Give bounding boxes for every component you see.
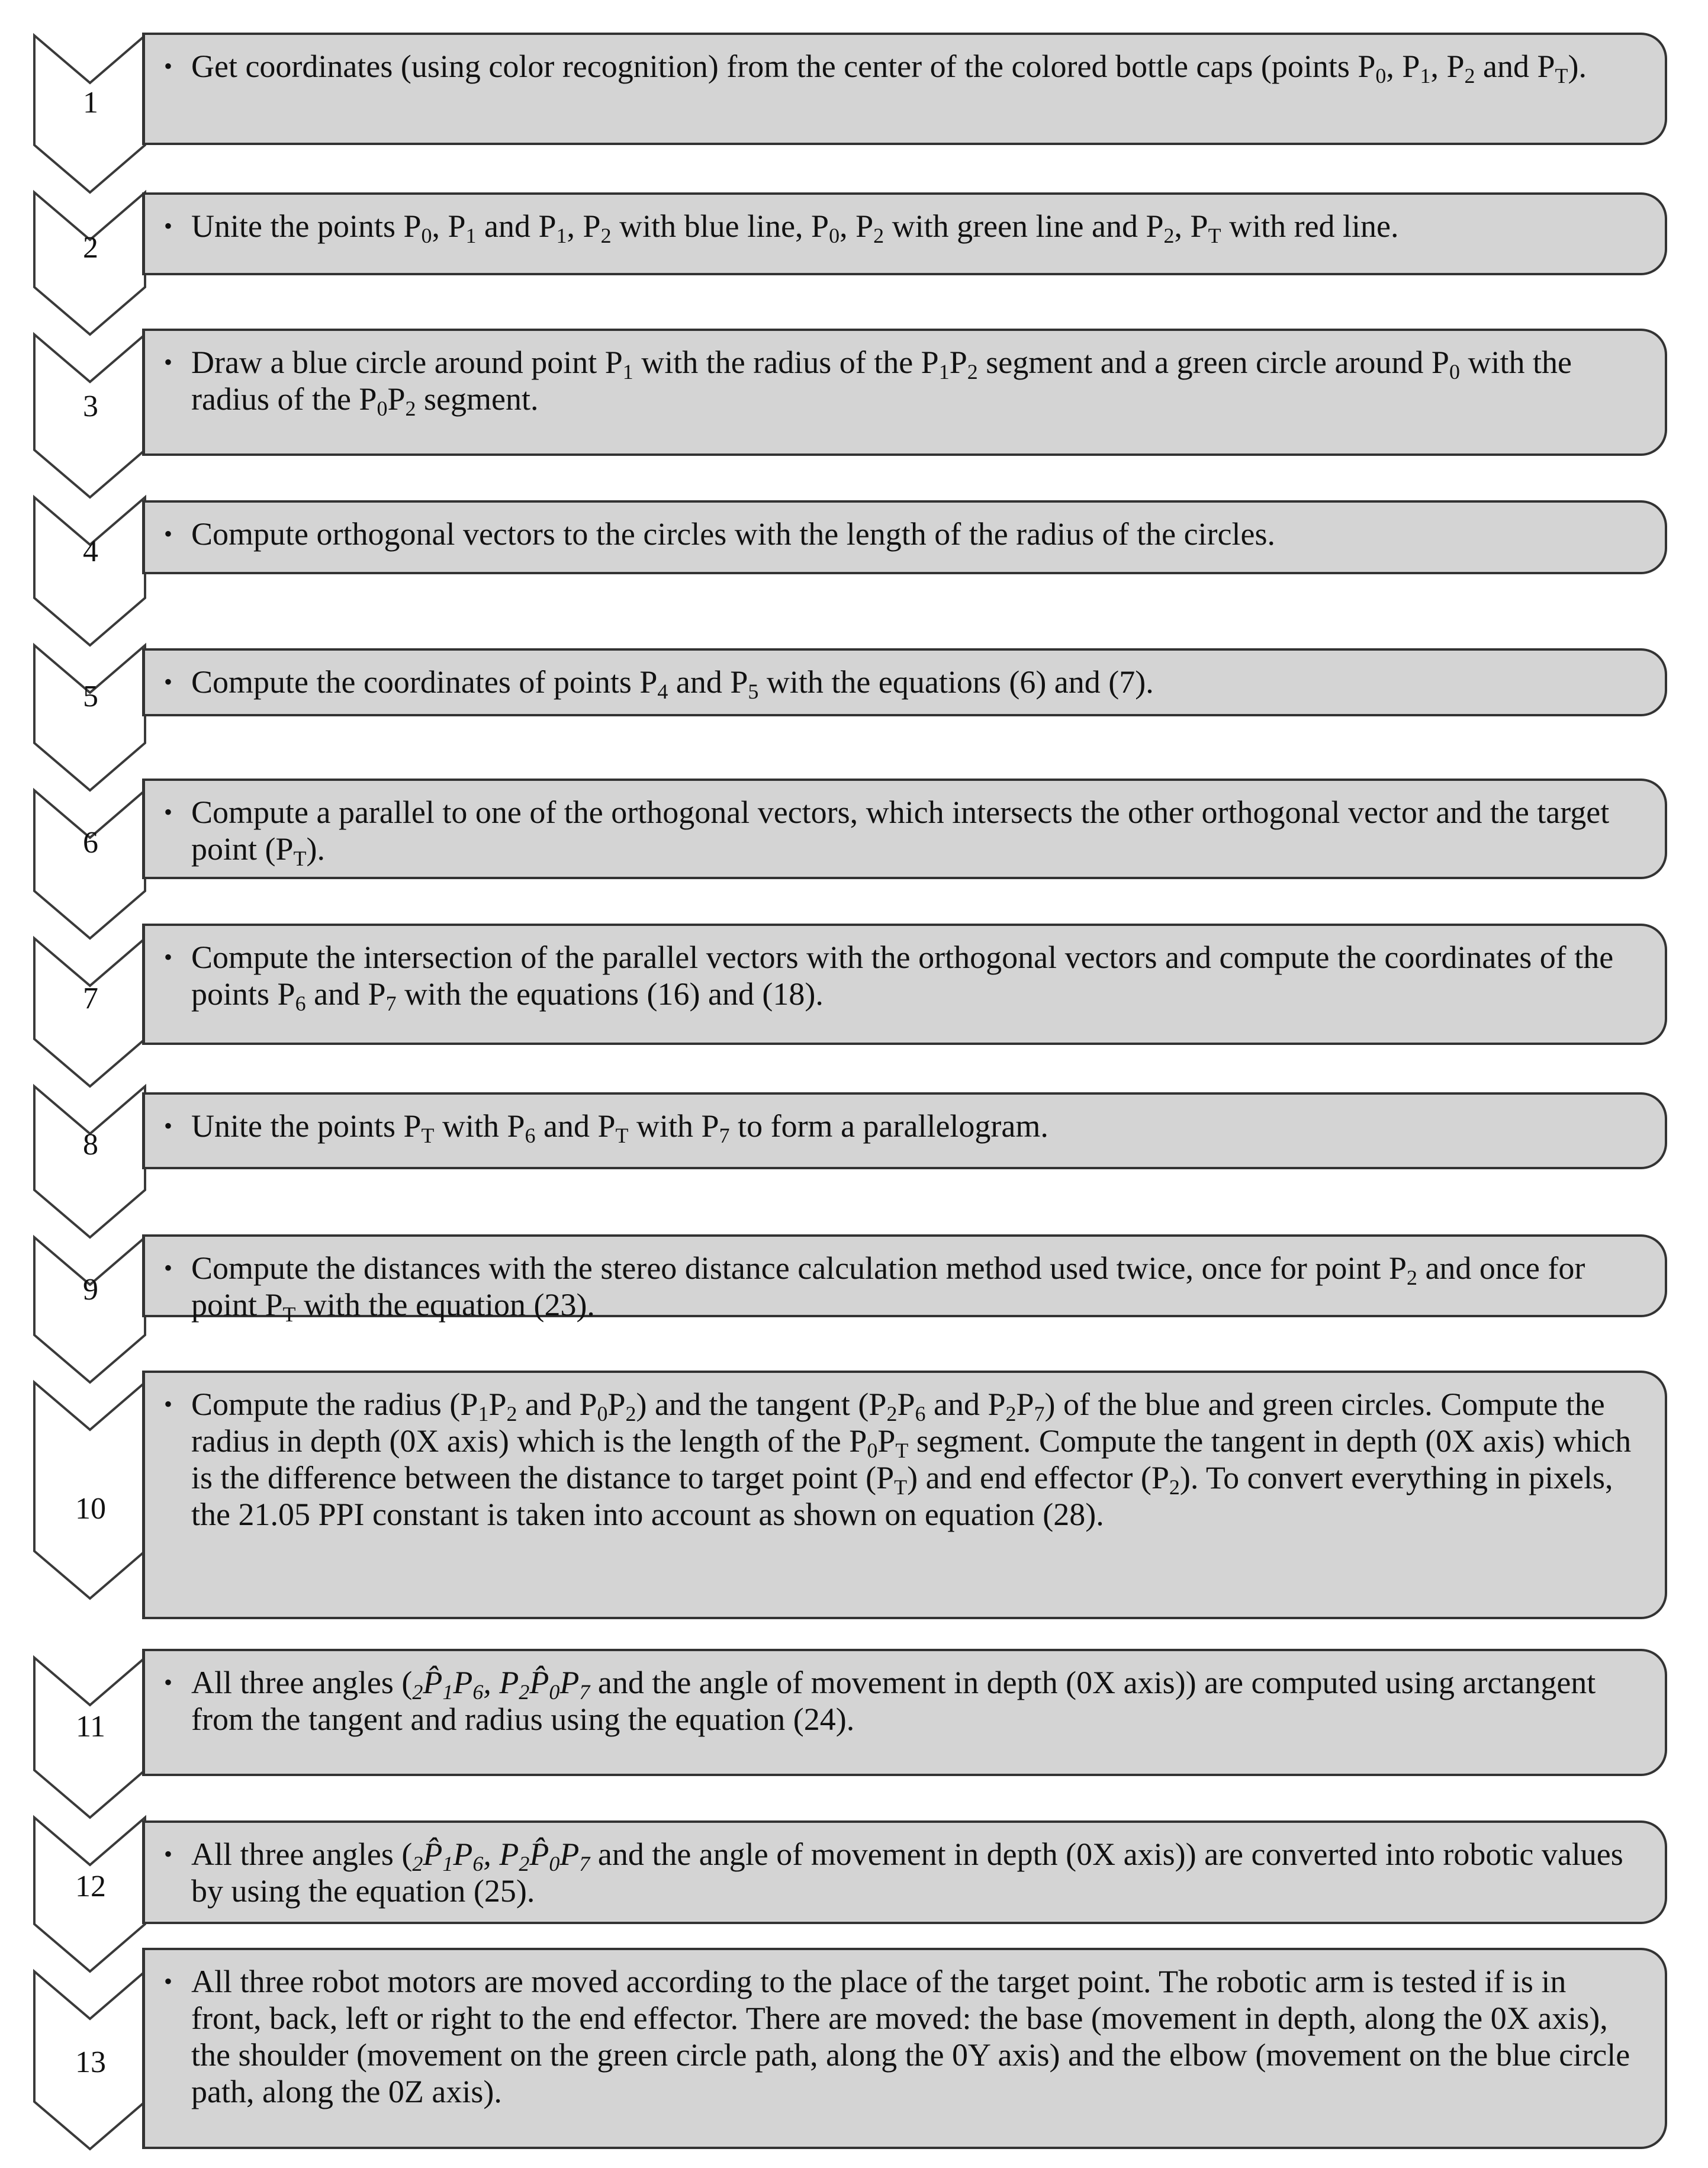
bullet-icon: • — [164, 799, 173, 825]
bullet-icon: • — [164, 1391, 173, 1417]
step-number-2: 2 — [83, 231, 98, 265]
step-number-5: 5 — [83, 679, 98, 713]
step-box-4 — [142, 500, 1667, 574]
chevron-step-6 — [34, 790, 145, 938]
step-text-5: Compute the coordinates of points $P_4$ and $P_5$ with the equations (6) and (7). — [191, 664, 1154, 703]
step-number-1: 1 — [83, 86, 98, 120]
step-text-1: Get coordinates (using color recognition) from the center of the colored bottle caps (points $P_0$, $P_1$, $P_2$ and $P_T$). — [191, 49, 1587, 88]
step-number-13: 13 — [75, 2045, 106, 2079]
step-text-10: Compute the radius ($P_1P_2$ and $P_0P_2$) and the tangent ($P_2P_6$ and $P_2P_7$) of the blue and green circles. Compute the radius in depth (0X axis) which is the length of the $P_0P_T$ segment. Compute the tangent in depth (0X axis) which is the difference between the distance to target point $(P_T)$ and end effector $(P_2)$. To convert everything in pixels, the 21.05 PPI constant is taken into account as shown on equation (28). — [191, 1387, 1632, 1532]
step-text-2: Unite the points $P_0$, $P_1$ and $P_1$, $P_2$ with blue line, $P_0$, $P_2$ with green line and $P_2$, $P_T$ with red line. — [191, 208, 1399, 247]
step-number-10: 10 — [75, 1492, 106, 1526]
bullet-icon: • — [164, 213, 173, 239]
step-number-8: 8 — [83, 1128, 98, 1162]
bullet-icon: • — [164, 944, 173, 970]
bullet-icon: • — [164, 1669, 173, 1696]
bullet-icon: • — [164, 1112, 173, 1139]
step-number-3: 3 — [83, 389, 98, 423]
step-text-9: Compute the distances with the stereo distance calculation method used twice, once for point $P_2$ and once for point $P_T$ with the equation (23). — [191, 1250, 1585, 1326]
step-box-8 — [142, 1092, 1667, 1169]
chevron-step-9 — [34, 1237, 145, 1382]
step-number-9: 9 — [83, 1273, 98, 1307]
chevron-step-10 — [34, 1382, 145, 1598]
step-number-4: 4 — [83, 534, 98, 568]
step-box-7 — [142, 924, 1667, 1045]
step-box-11 — [142, 1649, 1667, 1776]
bullet-icon: • — [164, 1968, 173, 1995]
step-text-13: All three robot motors are moved according to the place of the target point. The robotic arm is tested if is in front, back, left or right to the end effector. There are moved: the base (movement in depth, along the 0X axis), the shoulder (movement on the green circle path, along the 0Y axis) and the elbow (movement on the blue circle path, along the 0Z axis). — [191, 1964, 1630, 2109]
step-text-8: Unite the points $P_T$ with $P_6$ and $P_T$ with $P_7$ to form a parallelogram. — [191, 1108, 1048, 1147]
step-box-3 — [142, 329, 1667, 456]
step-box-2 — [142, 192, 1667, 275]
step-box-12 — [142, 1820, 1667, 1924]
chevron-step-5 — [34, 645, 145, 790]
step-text-4: Compute orthogonal vectors to the circles with the length of the radius of the circles. — [191, 516, 1275, 552]
bullet-icon: • — [164, 1255, 173, 1281]
step-box-9 — [142, 1234, 1667, 1326]
step-text-3: Draw a blue circle around point $P_1$ with the radius of the $P_1P_2$ segment and a green circle around $P_0$ with the radius of the $P_0P_2$ segment. — [191, 345, 1572, 420]
step-text-11: All three angles ($_2P̂_1P_6$, $P_2P̂_0P_7$ and the angle of movement in depth (0X axis)) are computed using arctangent from the tangent and radius using the equation (24). — [191, 1665, 1596, 1737]
bullet-icon: • — [164, 349, 173, 375]
bullet-icon: • — [164, 520, 173, 547]
step-text-7: Compute the intersection of the parallel vectors with the orthogonal vectors and compute the coordinates of the points $P_6$ and $P_7$ with the equations (16) and (18). — [191, 940, 1614, 1015]
step-box-6 — [142, 779, 1667, 879]
step-box-1 — [142, 33, 1667, 145]
step-text-6: Compute a parallel to one of the orthogonal vectors, which intersects the other orthogonal vector and the target point $(P_T)$. — [191, 794, 1610, 870]
step-box-13 — [142, 1948, 1667, 2149]
bullet-icon: • — [164, 668, 173, 695]
step-box-10 — [142, 1371, 1667, 1619]
step-text-12: All three angles ($_2P̂_1P_6$, $P_2P̂_0P_7$ and the angle of movement in depth (0X axis)) are converted into robotic values by using the equation (25). — [191, 1836, 1623, 1909]
step-box-5 — [142, 648, 1667, 716]
step-number-12: 12 — [75, 1869, 106, 1903]
bullet-icon: • — [164, 53, 173, 79]
step-number-11: 11 — [75, 1709, 106, 1744]
chevron-step-4 — [34, 497, 145, 645]
step-number-6: 6 — [83, 826, 98, 860]
step-number-7: 7 — [83, 981, 98, 1015]
bullet-icon: • — [164, 1841, 173, 1867]
